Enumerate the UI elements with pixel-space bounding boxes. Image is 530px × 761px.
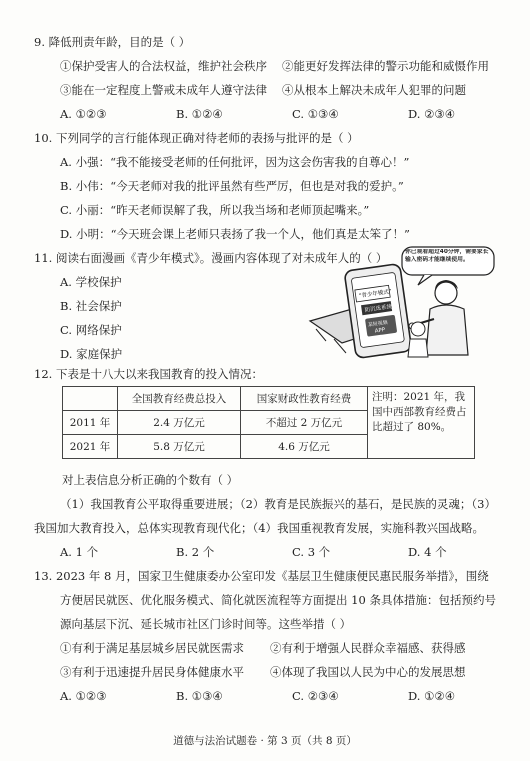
table-cell: 4.6 万亿元 bbox=[241, 435, 368, 459]
table-cell: 2011 年 bbox=[63, 411, 118, 435]
q13-stem-line-1: 13. 2023 年 8 月，国家卫生健康委办公室印发《基层卫生健康便民惠民服务举措》，围绕 bbox=[34, 569, 489, 583]
table-note: 注明：2021 年，我国中西部教育经费占比超过了 80%。 bbox=[368, 387, 475, 459]
youth-mode-comic bbox=[306, 245, 498, 363]
q13-stem-line-2: 方便居民就医、优化服务模式、简化就医流程等方面提出 10 条具体措施：包括预约号 bbox=[60, 593, 496, 607]
q13-option-a: A. ①②③ bbox=[60, 689, 107, 703]
q9-option-d: D. ②③④ bbox=[408, 107, 456, 121]
table-header-cell: 国家财政性教育经费 bbox=[241, 387, 368, 411]
q10-option-c: C. 小丽：“昨天老师误解了我，所以我当场和老师顶起嘴来。” bbox=[60, 203, 370, 217]
q13-stem-line-3: 源向基层下沉、延长城市社区门诊时间等。这些举措（ ） bbox=[60, 617, 352, 631]
q11-option-c: C. 网络保护 bbox=[60, 323, 122, 337]
mother-body-icon bbox=[426, 305, 468, 355]
q10-option-b: B. 小伟：“今天老师对我的批评虽然有些严厉，但也是对我的爱护。” bbox=[60, 179, 404, 193]
q13-statement-4: ④体现了我国以人民为中心的发展思想 bbox=[270, 665, 466, 679]
table-header-cell bbox=[63, 387, 118, 411]
q9-option-a: A. ①②③ bbox=[60, 107, 107, 121]
sign-text-2: 防沉迷系统 bbox=[364, 304, 393, 314]
table-cell: 2021 年 bbox=[63, 435, 118, 459]
q9-option-b: B. ①②④ bbox=[176, 107, 223, 121]
sign-text-1: “青少年模式” bbox=[358, 288, 393, 300]
q11-option-b: B. 社会保护 bbox=[60, 299, 122, 313]
page-footer: 道德与法治试题卷 · 第 3 页（共 8 页） bbox=[173, 735, 357, 747]
table-cell: 2.4 万亿元 bbox=[118, 411, 241, 435]
q12-statements-line-2: 我国加大教育投入，总体实现教育现代化；（4）我国重视教育发展，实施科教兴国战略。 bbox=[34, 521, 485, 535]
table-header-cell: 全国教育经费总投入 bbox=[118, 387, 241, 411]
q13-statement-2: ②有利于增强人民群众幸福感、获得感 bbox=[270, 641, 466, 655]
table-header-row bbox=[63, 387, 475, 411]
q12-option-b: B. 2 个 bbox=[176, 545, 215, 559]
app-text-2: APP bbox=[374, 327, 386, 335]
app-text-1: 某短视频 bbox=[367, 319, 389, 329]
table-cell: 5.8 万亿元 bbox=[118, 435, 241, 459]
q12-stem: 12. 下表是十八大以来我国教育的投入情况： bbox=[34, 367, 263, 381]
bubble-text: 你已观看超过40分钟，需要家长输入密码才能继续使用。 bbox=[405, 249, 489, 263]
q11-stem: 11. 阅读右面漫画《青少年模式》。漫画内容体现了对未成年人的（ ） bbox=[34, 251, 388, 265]
q11-option-d: D. 家庭保护 bbox=[60, 347, 123, 361]
q9-statement-2: ②能更好发挥法律的警示功能和威慑作用 bbox=[282, 59, 489, 73]
education-investment-table bbox=[62, 386, 475, 459]
q12-option-a: A. 1 个 bbox=[60, 545, 99, 559]
q9-statement-3: ③能在一定程度上警戒未成年人遵守法律 bbox=[60, 83, 267, 97]
q9-stem: 9. 降低刑责年龄，目的是（ ） bbox=[34, 35, 191, 49]
q12-statements-line-1: （1）我国教育公平取得重要进展；（2）教育是民族振兴的基石，是民族的灵魂；（3） bbox=[60, 497, 496, 511]
q12-option-c: C. 3 个 bbox=[292, 545, 331, 559]
q13-option-b: B. ①③④ bbox=[176, 689, 223, 703]
q9-option-c: C. ①③④ bbox=[292, 107, 339, 121]
q9-statement-1: ①保护受害人的合法权益，维护社会秩序 bbox=[60, 59, 267, 73]
q12-ask: 对上表信息分析正确的个数有（ ） bbox=[62, 473, 239, 487]
q10-stem: 10. 下列同学的言行能体现正确对待老师的表扬与批评的是（ ） bbox=[34, 131, 359, 145]
q13-option-d: D. ①②④ bbox=[408, 689, 456, 703]
q13-option-c: C. ②③④ bbox=[292, 689, 339, 703]
q12-option-d: D. 4 个 bbox=[408, 545, 447, 559]
q13-statement-3: ③有利于迅速提升居民身体健康水平 bbox=[60, 665, 244, 679]
child-body-icon bbox=[408, 339, 428, 357]
q11-option-a: A. 学校保护 bbox=[60, 275, 122, 289]
table-cell: 不超过 2 万亿元 bbox=[241, 411, 368, 435]
child-head-icon bbox=[411, 322, 425, 336]
q10-option-a: A. 小强：“我不能接受老师的任何批评，因为这会伤害我的自尊心！” bbox=[60, 155, 410, 169]
q13-statement-1: ①有利于满足基层城乡居民就医需求 bbox=[60, 641, 244, 655]
q9-statement-4: ④从根本上解决未成年人犯罪的问题 bbox=[282, 83, 466, 97]
q10-option-d: D. 小明：“今天班会课上老师只表扬了我一个人，他们真是太笨了！” bbox=[60, 227, 410, 241]
